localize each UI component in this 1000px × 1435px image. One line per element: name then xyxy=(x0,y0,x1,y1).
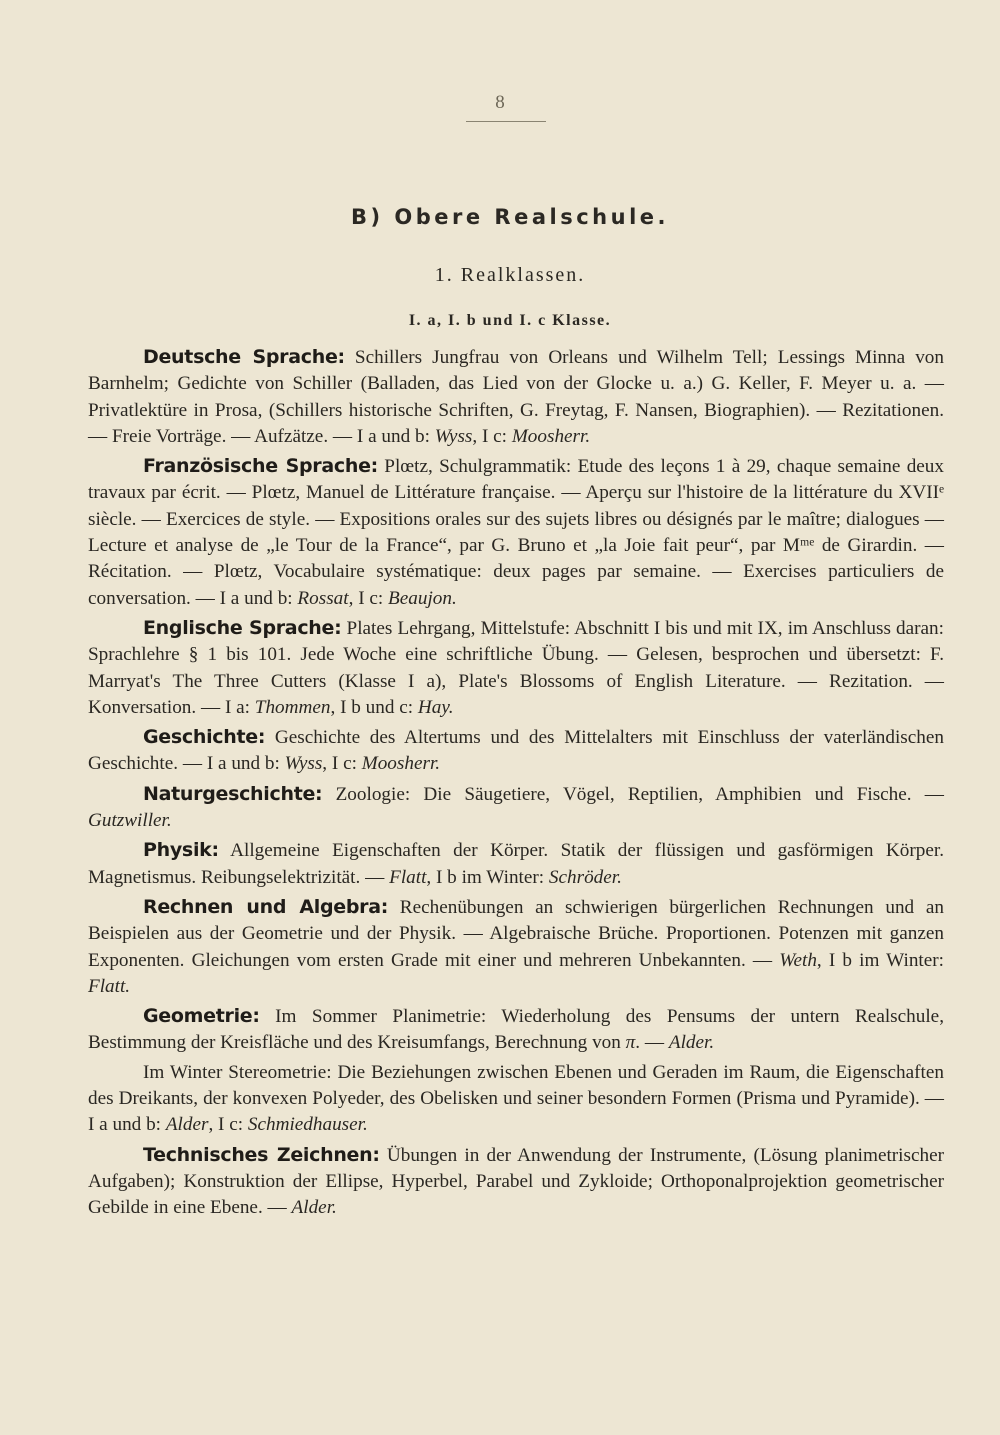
paragraph-text: . — xyxy=(635,1032,669,1054)
paragraph-text: Rechenübungen an schwierigen bürgerlichen Rechnungen und an Beispielen aus der Geometrie und der Physik. — Algebraische Brüche. Proportionen. Potenzen mit ganzen Exponenten. Gleichungen vom ersten Grade mit einer und mehreren Unbekannten. — xyxy=(88,896,944,971)
subject-heading: Naturgeschichte: xyxy=(143,782,323,805)
teacher-name: Alder. xyxy=(668,1032,715,1054)
teacher-name: Hay. xyxy=(417,696,454,718)
teacher-name: Schmiedhauser. xyxy=(247,1114,368,1136)
teacher-name: Flatt xyxy=(389,866,427,888)
paragraph-text: Zoologie: Die Säugetiere, Vögel, Reptilien, Amphibien und Fische. — xyxy=(322,783,944,805)
subsection-heading: 1. Realklassen. xyxy=(434,264,586,286)
subject-heading: Geschichte: xyxy=(143,726,266,749)
teacher-name: Moosherr. xyxy=(511,425,591,447)
paragraph-text: Plœtz, Schulgrammatik: Etude des leçons 1 à 29, chaque semaine deux travaux par écrit. — Plœtz, Manuel de Littérature française. — Aperçu sur l'histoire de la littérature du XVIIᵉ siècle. — Exercices de style. — Expositions orales sur des sujets libres ou désignés par le maître; dialogues — Lecture et analyse de „le Tour de la France“, par G. Bruno et „la Joie fait peur“, par Mᵐᵉ de Girardin. — Récitation. — Plœtz, Vocabulaire systématique: deux pages par semaine. — Exercises particuliers de conversation. — I a und b: xyxy=(88,456,944,609)
paragraph-text: , I b im Winter: xyxy=(426,866,549,888)
paragraph-text: , I c: xyxy=(322,753,362,775)
curriculum-paragraph xyxy=(88,453,944,612)
subject-heading: Rechnen und Algebra: xyxy=(143,895,389,918)
teacher-name: Thommen xyxy=(254,696,331,718)
teacher-name: Rossat xyxy=(297,587,349,609)
curriculum-paragraph xyxy=(88,1003,944,1057)
curriculum-paragraph xyxy=(88,724,944,778)
paragraph-text: , I c: xyxy=(208,1114,248,1136)
teacher-name: Wyss xyxy=(434,425,473,447)
teacher-name: Alder. xyxy=(291,1197,337,1219)
teacher-name: Moosherr. xyxy=(361,753,441,775)
paragraph-text: Übungen in der Anwendung der Instrumente, (Lösung planimetrischer Aufgaben); Konstruktion der Ellipse, Hyperbel, Parabel und Zykloide; Orthoponalprojektion geometrischer Gebilde in eine Ebene. — xyxy=(88,1144,944,1219)
paragraph-text: Im Winter Stereometrie: Die Beziehungen zwischen Ebenen und Geraden im Raum, die Eigenschaften des Dreikants, der konvexen Polyeder, des Obelisken und seiner besondern Formen (Prisma und Pyramide). — I a und b: xyxy=(88,1061,944,1136)
teacher-name: Weth xyxy=(779,949,817,971)
teacher-name: Beaujon. xyxy=(388,587,457,609)
section-heading: B) Obere Realschule. xyxy=(350,205,669,229)
curriculum-paragraph xyxy=(88,781,944,835)
curriculum-paragraph xyxy=(88,894,944,1000)
curriculum-paragraph xyxy=(88,615,944,721)
paragraph-text: Plates Lehrgang, Mittelstufe: Abschnitt I bis und mit IX, im Anschluss daran: Sprachlehre § 1 bis 101. Jede Woche eine schriftliche Übung. — Gelesen, besprochen und übersetzt: F. Marryat's The Three Cutters (Klasse I a), Plate's Blossoms of English Literature. — Rezitation. — Konversation. — I a: xyxy=(88,617,944,718)
paragraph-text: Allgemeine Eigenschaften der Körper. Statik der flüssigen und gasförmigen Körper. Magnetismus. Reibungselektrizität. — xyxy=(88,840,944,888)
curriculum-paragraph xyxy=(88,1142,944,1222)
paragraph-text: Im Sommer Planimetrie: Wiederholung des Pensums der untern Realschule, Bestimmung der Kreisfläche und des Kreisumfangs, Berechnung von xyxy=(88,1006,944,1054)
curriculum-body xyxy=(88,344,944,1222)
subject-heading: Deutsche Sprache: xyxy=(143,346,345,368)
class-heading: I. a, I. b und I. c Klasse. xyxy=(408,312,612,329)
teacher-name: π xyxy=(625,1032,636,1054)
teacher-name: Wyss xyxy=(284,753,323,775)
curriculum-paragraph xyxy=(88,344,944,450)
teacher-name: Flatt. xyxy=(88,975,131,997)
paragraph-text: Schillers Jungfrau von Orleans und Wilhelm Tell; Lessings Minna von Barnhelm; Gedichte von Schiller (Balladen, das Lied von der Glocke u. a.) G. Keller, F. Meyer u. a. — Privatlektüre in Prosa, (Schillers historische Schriften, G. Freytag, F. Nansen, Biographien). — Rezitationen. — Freie Vorträge. — Aufzätze. — I a und b: xyxy=(88,347,944,447)
paragraph-text: , I c: xyxy=(348,587,389,609)
paragraph-text: , I b und c: xyxy=(330,696,418,718)
teacher-name: Alder xyxy=(165,1114,209,1136)
subject-heading: Geometrie: xyxy=(143,1005,260,1028)
paragraph-text: , I b im Winter: xyxy=(816,949,944,971)
page-number-rule xyxy=(466,121,546,122)
subject-heading: Französische Sprache: xyxy=(143,455,378,478)
subject-heading: Englische Sprache: xyxy=(143,616,342,639)
teacher-name: Schröder. xyxy=(548,866,622,888)
subject-heading: Physik: xyxy=(143,839,219,862)
paragraph-text: Geschichte des Altertums und des Mittelalters mit Einschluss der vaterländischen Geschichte. — I a und b: xyxy=(88,727,944,775)
paragraph-text: , I c: xyxy=(472,425,512,447)
curriculum-paragraph xyxy=(88,837,944,891)
subject-heading: Technisches Zeichnen: xyxy=(143,1143,380,1166)
teacher-name: Gutzwiller. xyxy=(88,810,172,832)
curriculum-paragraph xyxy=(88,1060,944,1139)
page-number: 8 xyxy=(495,92,505,113)
